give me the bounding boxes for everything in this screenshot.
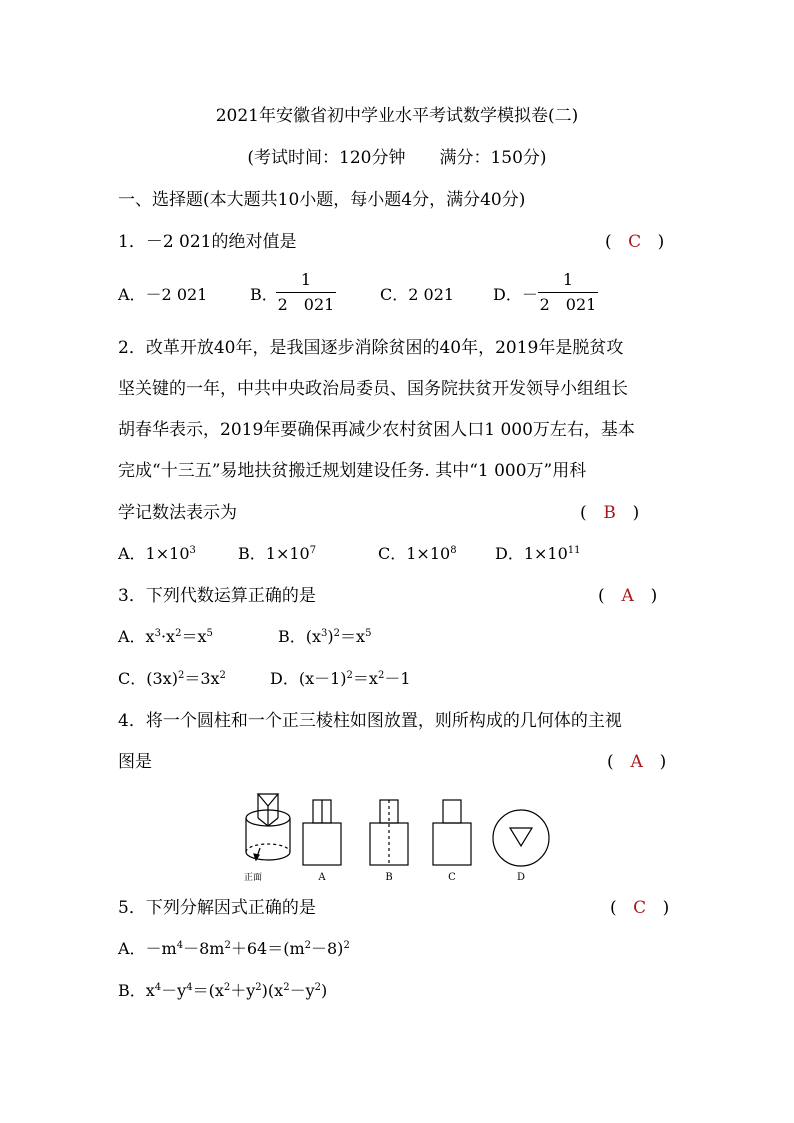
section-heading: 一、选择题(本大题共10小题，每小题4分，满分40分) — [118, 190, 526, 210]
q2-answer-value: B — [603, 503, 616, 523]
q1-option-b-fraction — [276, 270, 336, 315]
fraction-denominator: 2 021 — [277, 295, 335, 314]
figure-b — [370, 800, 408, 865]
q3-answer: ( A ) — [598, 586, 658, 606]
q2-option-a: A．$1\times 10^3$ — [118, 544, 196, 563]
q1-option-b-label: B． — [250, 285, 278, 304]
fraction-bar — [538, 292, 598, 293]
figure-d-label: D — [516, 872, 526, 883]
q3-option-b: B．$(x^3)^2=x^5$ — [278, 627, 372, 646]
q2-option-d: D．$1\times 10^{11}$ — [495, 544, 581, 563]
fraction-denominator: 2 021 — [539, 295, 597, 314]
q3-option-d: D．$(x-1)^2=x^2-1$ — [270, 669, 411, 688]
q2-option-c: C．$1\times 10^8$ — [378, 544, 457, 563]
figure-c — [433, 800, 471, 865]
q2-line-2: 坚关键的一年，中共中央政治局委员、国务院扶贫开发领导小组组长 — [118, 379, 628, 399]
figure-d — [493, 810, 549, 866]
exam-info: (考试时间：120分钟 满分：150分) — [247, 148, 547, 168]
q4-answer: ( A ) — [607, 752, 667, 772]
front-label: 正面 — [244, 873, 263, 883]
q4-line-2: 图是 — [118, 752, 152, 772]
q3-option-a: A．$x^3\cdot x^2=x^5$ — [118, 627, 213, 646]
q1-answer: ( C ) — [605, 232, 665, 252]
fraction-bar — [276, 292, 336, 293]
q2-answer: ( B ) — [580, 503, 640, 523]
q2-option-b: B．$1\times 10^7$ — [238, 544, 317, 563]
q4-figure — [230, 788, 560, 888]
figure-a-label: A — [318, 872, 326, 883]
q5-option-a: A．$-m^4-8m^2+64=(m^2-8)^2$ — [118, 939, 350, 958]
q1-option-d-label: D．－ — [493, 285, 538, 304]
q2-line-3: 胡春华表示，2019年要确保再减少农村贫困人口1 000万左右，基本 — [118, 420, 635, 440]
q5-answer-value: C — [633, 898, 647, 918]
solid-diagram — [246, 794, 290, 860]
q3-stem: 3．下列代数运算正确的是 — [118, 586, 316, 606]
page-title: 2021年安徽省初中学业水平考试数学模拟卷(二) — [215, 106, 579, 126]
q1-stem: 1．－2 021的绝对值是 — [118, 232, 297, 252]
q1-answer-value: C — [628, 232, 642, 252]
q3-option-c: C．$(3x)^2=3x^2$ — [118, 669, 226, 688]
figure-b-label: B — [385, 872, 393, 883]
q1-option-c: C．2 021 — [380, 285, 455, 304]
q2-line-1: 2．改革开放40年，是我国逐步消除贫困的40年，2019年是脱贫攻 — [118, 338, 624, 358]
fraction-numerator: 1 — [300, 270, 312, 289]
figure-a — [303, 800, 341, 865]
q4-line-1: 4．将一个圆柱和一个正三棱柱如图放置，则所构成的几何体的主视 — [118, 711, 622, 731]
q3-answer-value: A — [621, 586, 634, 606]
q2-line-4: 完成“十三五”易地扶贫搬迁规划建设任务. 其中“1 000万”用科 — [118, 461, 587, 481]
q5-stem: 5．下列分解因式正确的是 — [118, 898, 316, 918]
q4-answer-value: A — [630, 752, 643, 772]
q5-answer: ( C ) — [610, 898, 670, 918]
q5-option-b: B．$x^4-y^4=(x^2+y^2)(x^2-y^2)$ — [118, 981, 328, 1000]
q1-option-d-fraction — [538, 270, 598, 315]
fraction-numerator: 1 — [562, 270, 574, 289]
figure-c-label: C — [448, 872, 456, 883]
q2-line-5: 学记数法表示为 — [118, 503, 237, 523]
q1-option-a: A．－2 021 — [118, 285, 208, 304]
